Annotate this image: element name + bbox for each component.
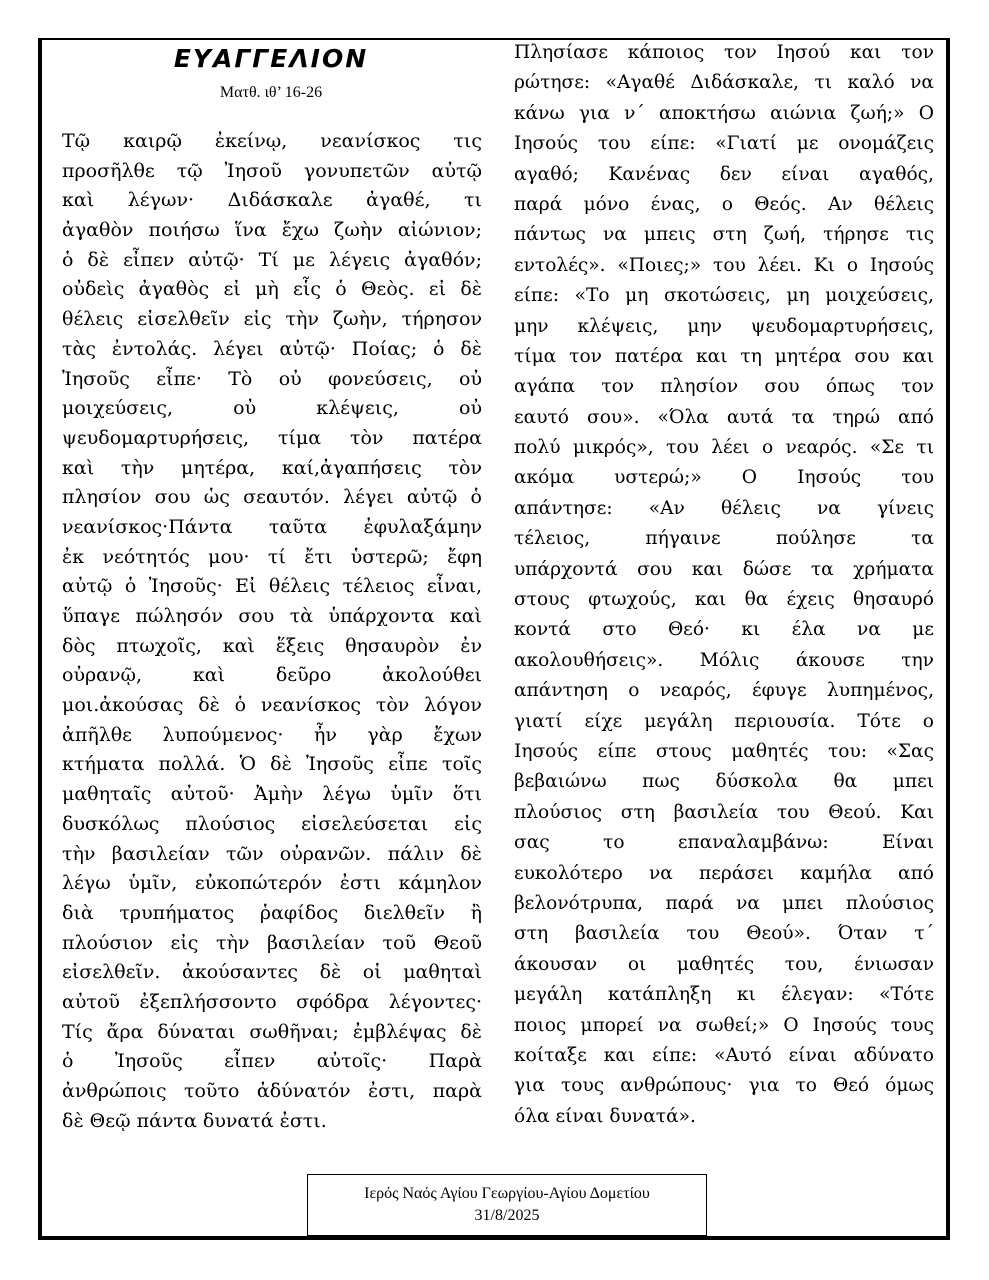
- footer-box: [307, 1174, 707, 1236]
- text-line: τὴν βασιλείαν τῶν οὐρανῶν. πάλιν δὲ: [62, 842, 482, 865]
- text-line: απάντησε: «Αν θέλεις να γίνεις: [514, 497, 934, 519]
- text-line: καὶ λέγων· Διδάσκαλε ἀγαθέ, τι: [62, 189, 482, 212]
- text-line: πολύ μικρός», του λέει ο νεαρός. «Σε τι: [514, 437, 934, 459]
- text-line: λέγω ὑμῖν, εὐκοπώτερόν ἐστι κάμηλον: [62, 872, 482, 895]
- text-line: κτήματα πολλά. Ὁ δὲ Ἰησοῦς εἶπε τοῖς: [62, 753, 482, 776]
- gospel-title: ΕΥΑΓΓΕΛΙΟΝ: [173, 44, 369, 73]
- text-line: στη βασιλεία του Θεού». Όταν τ΄: [514, 923, 934, 945]
- text-line: εντολές». «Ποιες;» του λέει. Κι ο Ιησούς: [514, 254, 934, 276]
- scripture-reference: Ματθ. ιθ’ 16-26: [219, 84, 323, 101]
- text-line: Ἰησοῦς εἶπε· Τὸ οὐ φονεύσεις, οὐ: [62, 367, 482, 390]
- text-line: πλούσιον εἰς τὴν βασιλείαν τοῦ Θεοῦ: [62, 931, 482, 954]
- text-line: οὐδεὶς ἀγαθὸς εἰ μὴ εἷς ὁ Θεὸς. εἰ δὲ: [62, 278, 482, 301]
- text-line: καὶ τὴν μητέρα, καί,ἀγαπήσεις τὸν: [62, 456, 482, 479]
- text-line: Πλησίασε κάποιος τον Ιησού και τον: [514, 42, 934, 63]
- text-line: μεγάλη κατάπληξη κι έλεγαν: «Τότε: [514, 984, 934, 1006]
- text-line: ὁ δὲ εἶπεν αὐτῷ· Τί με λέγεις ἀγαθόν;: [62, 248, 482, 271]
- text-line: γιατί είχε μεγάλη περιουσία. Τότε ο: [514, 710, 934, 732]
- text-line: διὰ τρυπήματος ῥαφίδος διελθεῖν ἢ: [62, 901, 482, 924]
- text-line: κάνω για ν΄ αποκτήσω αιώνια ζωή;» Ο: [514, 102, 934, 124]
- text-line: είπε: «Το μη σκοτώσεις, μη μοιχεύσεις,: [514, 285, 934, 307]
- text-line: ἀνθρώποις τοῦτο ἀδύνατόν ἐστι, παρὰ: [62, 1080, 482, 1102]
- text-line: Τῷ καιρῷ ἐκείνῳ, νεανίσκος τις: [62, 130, 482, 152]
- text-line: ψευδομαρτυρήσεις, τίμα τὸν πατέρα: [62, 426, 482, 449]
- text-line: αὐτῷ ὁ Ἰησοῦς· Εἰ θέλεις τέλειος εἶναι,: [62, 575, 482, 598]
- text-line: ὁ Ἰησοῦς εἶπεν αὐτοῖς· Παρὰ: [62, 1050, 482, 1073]
- text-line: ακόμα υστερώ;» Ο Ιησούς του: [514, 467, 934, 489]
- text-line: κοντά στο Θεό· κι έλα να με: [514, 619, 934, 641]
- text-line: για τους ανθρώπους· για το Θεό όμως: [514, 1075, 934, 1097]
- text-line: δυσκόλως πλούσιος εἰσελεύσεται εἰς: [62, 812, 482, 835]
- text-line: πλούσιος στη βασιλεία του Θεού. Και: [514, 801, 934, 823]
- text-line: εαυτό σου». «Όλα αυτά τα τηρώ από: [514, 406, 934, 428]
- text-line: όλα είναι δυνατά».: [514, 1105, 696, 1127]
- text-line: ἐκ νεότητός μου· τί ἔτι ὑστερῶ; ἔφη: [62, 545, 482, 568]
- text-line: οὐρανῷ, καὶ δεῦρο ἀκολούθει: [62, 664, 482, 687]
- text-line: ρώτησε: «Αγαθέ Διδάσκαλε, τι καλό να: [514, 72, 934, 94]
- text-line: μοι.ἀκούσας δὲ ὁ νεανίσκος τὸν λόγον: [62, 694, 482, 717]
- text-line: ἀγαθὸν ποιήσω ἵνα ἔχω ζωὴν αἰώνιον;: [62, 219, 482, 242]
- text-line: βελονότρυπα, παρά να μπει πλούσιος: [514, 892, 934, 914]
- text-line: πλησίον σου ὡς σεαυτόν. λέγει αὐτῷ ὁ: [62, 486, 482, 509]
- text-line: ἀπῆλθε λυπούμενος· ἦν γὰρ ἔχων: [62, 723, 482, 746]
- text-line: δὲ Θεῷ πάντα δυνατά ἐστι.: [62, 1109, 327, 1132]
- text-line: βεβαιώνω πως δύσκολα θα μπει: [514, 771, 934, 793]
- text-line: εἰσελθεῖν. ἀκούσαντες δὲ οἱ μαθηταὶ: [62, 961, 482, 984]
- text-line: προσῆλθε τῷ Ἰησοῦ γονυπετῶν αὐτῷ: [62, 159, 482, 182]
- text-line: απάντηση ο νεαρός, έφυγε λυπημένος,: [514, 680, 934, 702]
- text-line: αγαθό; Κανένας δεν είναι αγαθός,: [514, 163, 934, 185]
- text-line: πάντως να μπεις στη ζωή, τήρησε τις: [514, 224, 934, 246]
- text-line: νεανίσκος·Πάντα ταῦτα ἐφυλαξάμην: [62, 515, 482, 538]
- text-line: Ιησούς είπε στους μαθητές του: «Σας: [514, 740, 934, 762]
- text-line: μοιχεύσεις, οὐ κλέψεις, οὐ: [62, 397, 482, 420]
- modern-greek-text-column: [514, 38, 934, 1132]
- text-line: αὐτοῦ ἐξεπλήσσοντο σφόδρα λέγοντες·: [62, 990, 482, 1013]
- text-line: παρά μόνο ένας, ο Θεός. Αν θέλεις: [514, 193, 934, 215]
- text-line: μαθηταῖς αὐτοῦ· Ἀμὴν λέγω ὑμῖν ὅτι: [62, 783, 482, 806]
- church-name: Ιερός Ναός Αγίου Γεωργίου-Αγίου Δομετίου: [364, 1185, 650, 1202]
- text-line: Τίς ἄρα δύναται σωθῆναι; ἐμβλέψας δὲ: [62, 1020, 482, 1043]
- text-line: τέλειος, πήγαινε πούλησε τα: [514, 528, 934, 550]
- footer-date: 31/8/2025: [474, 1207, 540, 1224]
- ancient-greek-text-column: [62, 127, 482, 1136]
- text-line: τίμα τον πατέρα και τη μητέρα σου και: [514, 345, 934, 367]
- text-line: ακολουθήσεις». Μόλις άκουσε την: [514, 649, 934, 671]
- text-line: αγάπα τον πλησίον σου όπως τον: [514, 376, 934, 398]
- text-line: θέλεις εἰσελθεῖν εἰς τὴν ζωὴν, τήρησον: [62, 308, 482, 331]
- text-line: τὰς ἐντολάς. λέγει αὐτῷ· Ποίας; ὁ δὲ: [62, 337, 482, 360]
- text-line: σας το επαναλαμβάνω: Είναι: [514, 832, 934, 854]
- text-line: ποιος μπορεί να σωθεί;» Ο Ιησούς τους: [514, 1014, 934, 1036]
- text-line: υπάρχοντά σου και δώσε τα χρήματα: [514, 558, 934, 580]
- text-line: στους φτωχούς, και θα έχεις θησαυρό: [514, 589, 934, 611]
- text-line: μην κλέψεις, μην ψευδομαρτυρήσεις,: [514, 315, 934, 337]
- text-line: ὕπαγε πώλησόν σου τὰ ὑπάρχοντα καὶ: [62, 605, 482, 627]
- text-line: άκουσαν οι μαθητές του, ένιωσαν: [514, 953, 934, 975]
- text-line: δὸς πτωχοῖς, καὶ ἕξεις θησαυρὸν ἐν: [62, 634, 482, 657]
- text-line: ευκολότερο να περάσει καμήλα από: [514, 862, 934, 884]
- text-line: Ιησούς του είπε: «Γιατί με ονομάζεις: [514, 133, 934, 155]
- text-line: κοίταξε και είπε: «Αυτό είναι αδύνατο: [514, 1044, 934, 1066]
